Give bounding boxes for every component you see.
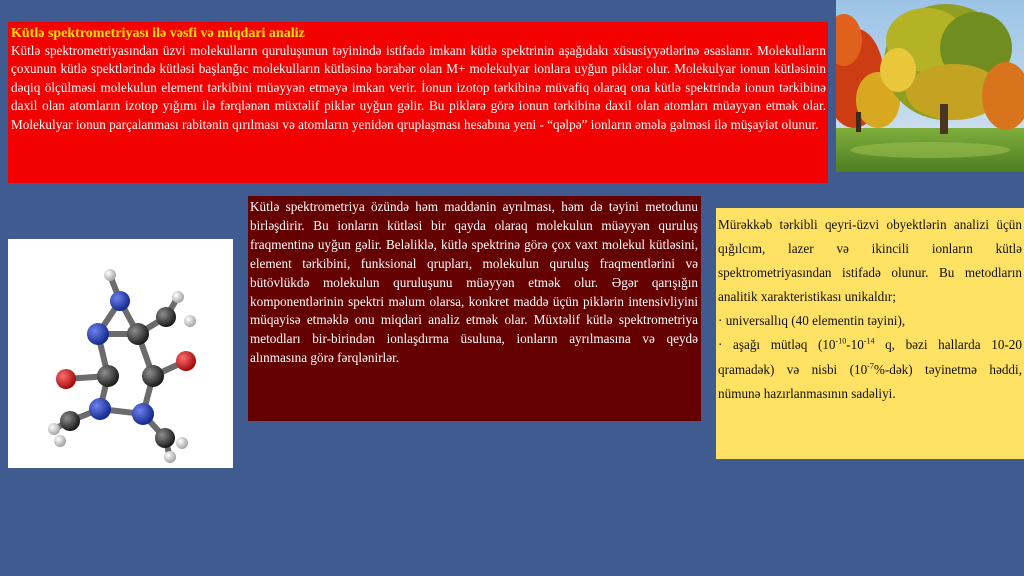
inorganic-intro: Mürəkkəb tərkibli qeyri-üzvi obyektlərin analizi üçün qığılcım, lazer və ikincili ionların kütlə spektrometriyasından istifadə olunur. Bu metodların analitik xarakteristikası unikaldır; [718,217,1022,305]
intro-paragraph: Kütlə spektrometriyasından üzvi molekulların quruluşunun təyinində istifadə imkanı kütlə spektrinin aşağıdakı xüsusiyyətlərinə əsaslanır. Molekulların çoxunun kütlə spektlərində kütləsi başlanğıc molekulların kütləsinə bərabər olan M+ molekulyar ionlara uyğun piklər olur. Molekulyar ionun kütləsinin dəqiq ölçülməsi molekulun element tərkibini müəyyən etməyə imkan verir. İonun izotop tərkibinə müvafiq olaraq ona kütlə spektrində ionun tərkibinə daxil olan atomların izotop yığımı ilə fərqlənən müxtəlif piklər uyğun gəlir. Bu piklərə görə ionun tərkibinə daxil olan atomları müəyyən etmək olar. Molekulyar ionun parçalanması rabitənin qırılması və atomların yenidən qruplaşması hesabına yeni - “qəlpə” ionların əmələ gəlməsi ilə müşayiət olunur. [11,43,826,132]
method-description-box [248,196,701,421]
limit-text-b: -10 [846,337,864,353]
limit-text-c: q, bəzi hallarda 10-20 qramadək) və nisbi (10 [718,337,1022,377]
autumn-trees-image [836,0,1024,172]
caffeine-molecule-image [8,239,233,468]
molecule-model-icon [8,239,233,468]
method-paragraph: Kütlə spektrometriya özündə həm maddənin ayrılması, həm də təyini metodunu birləşdirir. Bu ionların kütləsi bir qayda olaraq molekulun müəyyən quruluş fraqmentinə uyğun gəlir. Beləliklə, kütlə spektrinə görə çox vaxt molekul kütləsini, element tərkibini, funksional qrupları, molekulun quruluş fraqmentlərini və bütövlükdə molekulun quruluşunu müəyyən etmək olur. Əgər qarışığın komponentlərinin spektri məlum olarsa, konkret maddə üçün piklərin intensivliyini müqayisə etməklə onu miqdari analiz etmək olar. Müxtəlif kütlə spektrometriya metodları bir-birindən ionlaşdırma üsuluna, ionların ayrılmasına və qeydə alınmasına görə fərqlənirlər. [250,199,698,366]
list-item-universality: · universallıq (40 elementin təyini), [718,313,906,329]
limit-text-a: · aşağı mütləq (10 [718,337,836,353]
autumn-trees-photo [836,0,1024,172]
exponent-1: -10 [835,337,847,347]
inorganic-analysis-box [716,208,1024,459]
slide-title: Kütlə spektrometriyası ilə vəsfi və miqdari analiz [11,26,305,41]
list-item-detection-limit [718,333,1022,405]
exponent-2: -14 [863,337,875,347]
limit-text-d: %-dək) təyinetmə həddi, nümunə hazırlanmasının sadəliyi. [718,361,1022,401]
exponent-3: -7 [867,361,874,371]
intro-text-box [8,22,828,183]
